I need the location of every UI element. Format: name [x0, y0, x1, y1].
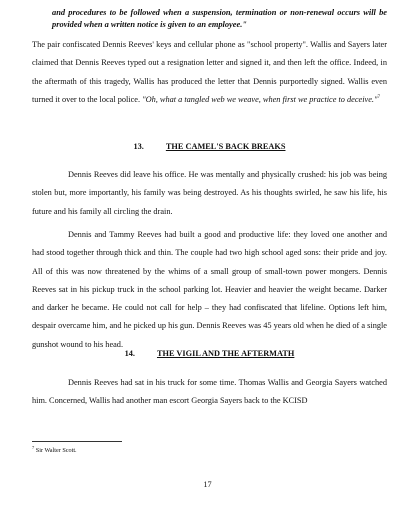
footnote — [32, 444, 77, 454]
footnote-text: Sir Walter Scott. — [35, 447, 77, 454]
footnote-number: 7 — [32, 444, 35, 450]
paragraph-text: The pair confiscated Dennis Reeves' keys and cellular phone as "school property". Wallis and Sayers later claimed that Dennis Reeves typed out a resignation letter and signed it, and then left the office. Indeed, in the aftermath of this tragedy, Wallis has produced the letter that Dennis purportedly signed. Wallis even turned it over to the local police. — [32, 40, 387, 104]
block-quote: and procedures to be followed when a suspension, termination or non-renewal occurs will be provided when a written notice is given to an employee." — [52, 8, 387, 29]
paragraph-left-office: Dennis Reeves did leave his office. He was mentally and physically crushed: his job was being stolen but, more importantly, his family was being destroyed. As his thoughts swirled, he saw his life, his future and his family all circling the drain. — [32, 170, 387, 216]
section-number: 14. — [124, 349, 135, 358]
paragraph-family: Dennis and Tammy Reeves had built a good and productive life: they loved one another and had stood together through thick and thin. The couple had two high school aged sons: their pride and joy. All of this was now threatened by the whims of a small group of small-town power mongers. Dennis Reeves sat in his pickup truck in the school parking lot. Heavier and heavier the weight became. Darker and darker he became. He could not call for help – they had confiscated that lifeline. Options left him, despair overcame him, and he picked up his gun. Dennis Reeves was 45 years old when he died of a single gunshot wound to his head. — [32, 230, 387, 349]
footnote-separator — [32, 441, 122, 442]
section-title: THE VIGIL AND THE AFTERMATH — [156, 349, 295, 358]
footnote-reference: 7 — [377, 95, 380, 101]
section-number: 13. — [133, 142, 144, 151]
paragraph-confiscation — [32, 36, 387, 109]
paragraph-vigil: Dennis Reeves had sat in his truck for some time. Thomas Wallis and Georgia Sayers watched him. Concerned, Wallis had another man escort Georgia Sayers back to the KCISD — [32, 378, 387, 406]
section-heading-13 — [32, 142, 387, 151]
page-number: 17 — [203, 480, 212, 489]
quotation-italic: "Oh, what a tangled web we weave, when first we practice to deceive." — [142, 94, 378, 104]
section-heading-14 — [32, 349, 387, 358]
section-title: THE CAMEL'S BACK BREAKS — [165, 142, 286, 151]
